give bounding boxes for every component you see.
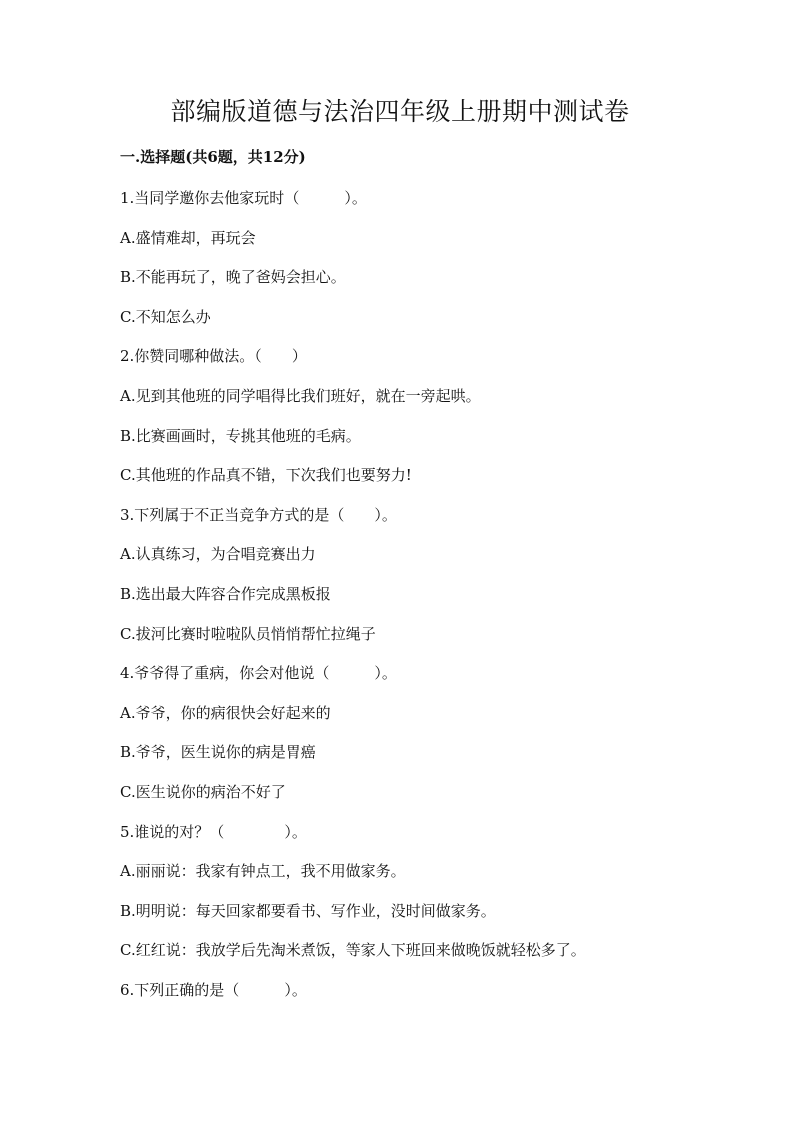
option-line: A.丽丽说：我家有钟点工，我不用做家务。 [120, 862, 406, 881]
option-line: A.盛情难却，再玩会 [120, 228, 256, 247]
option-line: C.医生说你的病治不好了 [120, 782, 286, 801]
option-line: B.比赛画画时，专挑其他班的毛病。 [120, 426, 361, 445]
option-line: A.认真练习，为合唱竞赛出力 [120, 545, 316, 564]
option-line: A.见到其他班的同学唱得比我们班好，就在一旁起哄。 [120, 386, 481, 405]
option-line: C.其他班的作品真不错，下次我们也要努力! [120, 466, 412, 485]
option-line: B.明明说：每天回家都要看书、写作业，没时间做家务。 [120, 901, 496, 920]
page-title: 部编版道德与法治四年级上册期中测试卷 [170, 97, 630, 126]
option-line: A.爷爷，你的病很快会好起来的 [120, 703, 331, 722]
option-line: C.拔河比赛时啦啦队员悄悄帮忙拉绳子 [120, 624, 376, 643]
option-line: C.不知怎么办 [120, 307, 211, 326]
question-line: 1.当同学邀你去他家玩时（ ）。 [120, 189, 367, 207]
option-line: C.红红说：我放学后先淘米煮饭，等家人下班回来做晚饭就轻松多了。 [120, 941, 586, 960]
question-line: 6.下列正确的是（ ）。 [120, 980, 307, 999]
question-line: 2.你赞同哪种做法。（ ） [120, 347, 307, 366]
question-list [120, 185, 720, 1016]
option-line: B.爷爷，医生说你的病是胃癌 [120, 743, 316, 762]
question-line: 5.谁说的对？（ ）。 [120, 822, 307, 841]
option-line: B.选出最大阵容合作完成黑板报 [120, 584, 331, 603]
question-line: 4.爷爷得了重病，你会对他说（ ）。 [120, 664, 397, 683]
option-line: B.不能再玩了，晚了爸妈会担心。 [120, 268, 346, 287]
section-heading: 一.选择题(共6题，共12分) [120, 148, 306, 166]
question-line: 3.下列属于不正当竞争方式的是（ ）。 [120, 505, 397, 524]
